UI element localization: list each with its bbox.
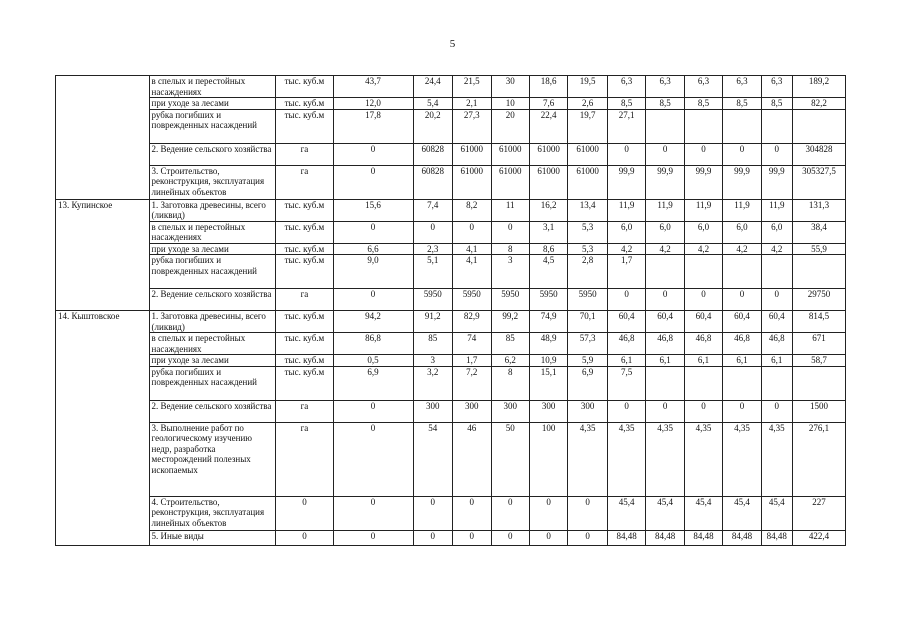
table-row bbox=[56, 98, 846, 110]
usage-type-cell: рубка погибших и поврежденных насаждений bbox=[149, 255, 276, 289]
value-cell: 10,9 bbox=[529, 355, 567, 367]
value-cell: 8,5 bbox=[607, 98, 645, 110]
value-cell: 19,5 bbox=[568, 76, 608, 98]
value-cell: 11,9 bbox=[723, 199, 761, 221]
value-cell: 60828 bbox=[413, 143, 453, 165]
table-row bbox=[56, 530, 846, 545]
value-cell: 61000 bbox=[453, 165, 491, 199]
value-cell: 10 bbox=[491, 98, 529, 110]
usage-type-cell: 2. Ведение сельского хозяйства bbox=[149, 289, 276, 311]
value-cell: 50 bbox=[491, 422, 529, 496]
value-cell: 5950 bbox=[529, 289, 567, 311]
value-cell: 0 bbox=[646, 400, 684, 422]
value-cell: 0 bbox=[723, 400, 761, 422]
total-cell: 814,5 bbox=[792, 311, 845, 333]
value-cell: 6,1 bbox=[723, 355, 761, 367]
value-cell: 0 bbox=[684, 143, 722, 165]
value-cell: 0 bbox=[453, 530, 491, 545]
usage-type-cell: в спелых и перестойных насаждениях bbox=[149, 333, 276, 355]
value-cell: 0 bbox=[333, 143, 413, 165]
value-cell: 0 bbox=[413, 530, 453, 545]
value-cell: 6,0 bbox=[723, 221, 761, 243]
value-cell: 0 bbox=[568, 496, 608, 530]
value-cell: 4,35 bbox=[646, 422, 684, 496]
usage-type-cell: при уходе за лесами bbox=[149, 355, 276, 367]
total-cell: 305327,5 bbox=[792, 165, 845, 199]
value-cell: 7,4 bbox=[413, 199, 453, 221]
value-cell: 74,9 bbox=[529, 311, 567, 333]
total-cell: 422,4 bbox=[792, 530, 845, 545]
value-cell: 0 bbox=[607, 143, 645, 165]
value-cell: 20,2 bbox=[413, 109, 453, 143]
value-cell: 5,4 bbox=[413, 98, 453, 110]
value-cell: 0 bbox=[333, 400, 413, 422]
value-cell: 0 bbox=[761, 143, 792, 165]
unit-cell: тыс. куб.м bbox=[276, 98, 333, 110]
value-cell: 60,4 bbox=[684, 311, 722, 333]
unit-cell: тыс. куб.м bbox=[276, 311, 333, 333]
table-row bbox=[56, 400, 846, 422]
value-cell: 99,9 bbox=[646, 165, 684, 199]
value-cell: 99,2 bbox=[491, 311, 529, 333]
table-row bbox=[56, 199, 846, 221]
value-cell: 61000 bbox=[568, 143, 608, 165]
value-cell: 2,6 bbox=[568, 98, 608, 110]
total-cell: 29750 bbox=[792, 289, 845, 311]
table-row bbox=[56, 355, 846, 367]
value-cell: 6,0 bbox=[684, 221, 722, 243]
total-cell: 227 bbox=[792, 496, 845, 530]
value-cell: 0 bbox=[413, 221, 453, 243]
value-cell: 99,9 bbox=[723, 165, 761, 199]
value-cell: 18,6 bbox=[529, 76, 567, 98]
value-cell: 8,5 bbox=[723, 98, 761, 110]
value-cell: 48,9 bbox=[529, 333, 567, 355]
value-cell: 8,2 bbox=[453, 199, 491, 221]
value-cell: 4,2 bbox=[761, 243, 792, 255]
value-cell: 27,3 bbox=[453, 109, 491, 143]
value-cell: 100 bbox=[529, 422, 567, 496]
usage-type-cell: в спелых и перестойных насаждениях bbox=[149, 221, 276, 243]
value-cell: 5950 bbox=[453, 289, 491, 311]
table-row bbox=[56, 289, 846, 311]
unit-cell: га bbox=[276, 143, 333, 165]
value-cell: 19,7 bbox=[568, 109, 608, 143]
value-cell bbox=[646, 109, 684, 143]
value-cell bbox=[761, 255, 792, 289]
table-row bbox=[56, 422, 846, 496]
usage-type-cell: рубка погибших и поврежденных насаждений bbox=[149, 109, 276, 143]
value-cell: 60,4 bbox=[607, 311, 645, 333]
value-cell bbox=[761, 366, 792, 400]
value-cell: 6,1 bbox=[761, 355, 792, 367]
value-cell: 8 bbox=[491, 243, 529, 255]
value-cell: 45,4 bbox=[761, 496, 792, 530]
value-cell: 8,5 bbox=[684, 98, 722, 110]
total-cell: 276,1 bbox=[792, 422, 845, 496]
total-cell bbox=[792, 255, 845, 289]
value-cell: 0 bbox=[491, 496, 529, 530]
page-number: 5 bbox=[449, 38, 456, 50]
value-cell: 0 bbox=[646, 143, 684, 165]
value-cell: 30 bbox=[491, 76, 529, 98]
value-cell: 6,1 bbox=[646, 355, 684, 367]
value-cell: 60828 bbox=[413, 165, 453, 199]
value-cell: 61000 bbox=[491, 143, 529, 165]
unit-cell: га bbox=[276, 422, 333, 496]
total-cell: 304828 bbox=[792, 143, 845, 165]
value-cell: 0 bbox=[333, 422, 413, 496]
value-cell: 4,35 bbox=[723, 422, 761, 496]
unit-cell: 0 bbox=[276, 496, 333, 530]
value-cell: 8,5 bbox=[646, 98, 684, 110]
usage-type-cell: при уходе за лесами bbox=[149, 243, 276, 255]
value-cell: 3 bbox=[491, 255, 529, 289]
usage-type-cell: 3. Строительство, реконструкция, эксплуатация линейных объектов bbox=[149, 165, 276, 199]
value-cell: 46,8 bbox=[646, 333, 684, 355]
value-cell: 4,2 bbox=[607, 243, 645, 255]
value-cell: 27,1 bbox=[607, 109, 645, 143]
value-cell: 61000 bbox=[491, 165, 529, 199]
value-cell: 300 bbox=[413, 400, 453, 422]
value-cell: 4,35 bbox=[684, 422, 722, 496]
value-cell: 5,9 bbox=[568, 355, 608, 367]
usage-type-cell: 5. Иные виды bbox=[149, 530, 276, 545]
value-cell: 6,9 bbox=[333, 366, 413, 400]
unit-cell: га bbox=[276, 289, 333, 311]
total-cell bbox=[792, 109, 845, 143]
total-cell: 55,9 bbox=[792, 243, 845, 255]
value-cell: 9,0 bbox=[333, 255, 413, 289]
value-cell: 3,2 bbox=[413, 366, 453, 400]
usage-type-cell: 4. Строительство, реконструкция, эксплуатация линейных объектов bbox=[149, 496, 276, 530]
value-cell: 46,8 bbox=[761, 333, 792, 355]
usage-type-cell: 3. Выполнение работ по геологическому изучению недр, разработка месторождений полезных ископаемых bbox=[149, 422, 276, 496]
value-cell bbox=[684, 366, 722, 400]
value-cell: 6,1 bbox=[684, 355, 722, 367]
value-cell: 8,6 bbox=[529, 243, 567, 255]
unit-cell: тыс. куб.м bbox=[276, 355, 333, 367]
forestry-name-cell bbox=[56, 76, 150, 200]
total-cell: 82,2 bbox=[792, 98, 845, 110]
usage-type-cell: в спелых и перестойных насаждениях bbox=[149, 76, 276, 98]
unit-cell: тыс. куб.м bbox=[276, 221, 333, 243]
value-cell: 45,4 bbox=[684, 496, 722, 530]
value-cell: 6,3 bbox=[646, 76, 684, 98]
value-cell: 0 bbox=[333, 496, 413, 530]
value-cell: 45,4 bbox=[723, 496, 761, 530]
unit-cell: тыс. куб.м bbox=[276, 333, 333, 355]
value-cell: 0 bbox=[333, 221, 413, 243]
value-cell: 0 bbox=[333, 289, 413, 311]
total-cell: 1500 bbox=[792, 400, 845, 422]
total-cell: 58,7 bbox=[792, 355, 845, 367]
value-cell: 4,35 bbox=[568, 422, 608, 496]
value-cell: 8 bbox=[491, 366, 529, 400]
data-table bbox=[55, 75, 846, 546]
value-cell: 12,0 bbox=[333, 98, 413, 110]
value-cell: 60,4 bbox=[646, 311, 684, 333]
value-cell bbox=[684, 255, 722, 289]
value-cell: 46,8 bbox=[684, 333, 722, 355]
value-cell: 61000 bbox=[568, 165, 608, 199]
value-cell: 15,1 bbox=[529, 366, 567, 400]
value-cell: 45,4 bbox=[607, 496, 645, 530]
value-cell: 0 bbox=[333, 530, 413, 545]
value-cell: 7,5 bbox=[607, 366, 645, 400]
value-cell: 85 bbox=[491, 333, 529, 355]
value-cell: 54 bbox=[413, 422, 453, 496]
value-cell: 45,4 bbox=[646, 496, 684, 530]
value-cell: 99,9 bbox=[607, 165, 645, 199]
value-cell: 4,2 bbox=[646, 243, 684, 255]
value-cell bbox=[684, 109, 722, 143]
value-cell bbox=[646, 366, 684, 400]
table-row bbox=[56, 243, 846, 255]
value-cell: 21,5 bbox=[453, 76, 491, 98]
unit-cell: га bbox=[276, 400, 333, 422]
usage-type-cell: 2. Ведение сельского хозяйства bbox=[149, 400, 276, 422]
value-cell: 0 bbox=[761, 400, 792, 422]
value-cell: 6,2 bbox=[491, 355, 529, 367]
value-cell: 6,9 bbox=[568, 366, 608, 400]
forestry-name-cell: 13. Купинское bbox=[56, 199, 150, 311]
value-cell: 4,35 bbox=[607, 422, 645, 496]
total-cell: 38,4 bbox=[792, 221, 845, 243]
table-row bbox=[56, 496, 846, 530]
value-cell: 0 bbox=[684, 289, 722, 311]
value-cell: 1,7 bbox=[453, 355, 491, 367]
value-cell: 84,48 bbox=[684, 530, 722, 545]
value-cell: 5,3 bbox=[568, 221, 608, 243]
value-cell: 61000 bbox=[529, 165, 567, 199]
value-cell: 0 bbox=[491, 221, 529, 243]
value-cell: 0 bbox=[646, 289, 684, 311]
table-row bbox=[56, 255, 846, 289]
value-cell: 6,0 bbox=[607, 221, 645, 243]
value-cell: 2,1 bbox=[453, 98, 491, 110]
value-cell: 0 bbox=[723, 289, 761, 311]
value-cell: 0 bbox=[529, 496, 567, 530]
unit-cell: тыс. куб.м bbox=[276, 76, 333, 98]
value-cell: 0 bbox=[453, 221, 491, 243]
table-row bbox=[56, 143, 846, 165]
unit-cell: га bbox=[276, 165, 333, 199]
value-cell: 0 bbox=[333, 165, 413, 199]
value-cell: 74 bbox=[453, 333, 491, 355]
table-row bbox=[56, 76, 846, 98]
table-row bbox=[56, 366, 846, 400]
table-row bbox=[56, 165, 846, 199]
value-cell: 60,4 bbox=[761, 311, 792, 333]
table-row bbox=[56, 221, 846, 243]
value-cell: 85 bbox=[413, 333, 453, 355]
value-cell: 5,1 bbox=[413, 255, 453, 289]
value-cell: 0 bbox=[723, 143, 761, 165]
value-cell bbox=[723, 109, 761, 143]
value-cell: 61000 bbox=[453, 143, 491, 165]
value-cell: 11,9 bbox=[607, 199, 645, 221]
value-cell: 4,35 bbox=[761, 422, 792, 496]
value-cell: 4,2 bbox=[684, 243, 722, 255]
value-cell: 6,3 bbox=[761, 76, 792, 98]
value-cell: 43,7 bbox=[333, 76, 413, 98]
value-cell: 6,6 bbox=[333, 243, 413, 255]
value-cell: 94,2 bbox=[333, 311, 413, 333]
usage-type-cell: 1. Заготовка древесины, всего (ликвид) bbox=[149, 199, 276, 221]
value-cell: 0 bbox=[684, 400, 722, 422]
value-cell: 8,5 bbox=[761, 98, 792, 110]
value-cell: 0 bbox=[607, 400, 645, 422]
value-cell: 3,1 bbox=[529, 221, 567, 243]
total-cell: 671 bbox=[792, 333, 845, 355]
value-cell: 6,3 bbox=[723, 76, 761, 98]
value-cell: 6,0 bbox=[646, 221, 684, 243]
value-cell: 5950 bbox=[491, 289, 529, 311]
total-cell: 131,3 bbox=[792, 199, 845, 221]
value-cell: 84,48 bbox=[761, 530, 792, 545]
value-cell: 16,2 bbox=[529, 199, 567, 221]
value-cell: 17,8 bbox=[333, 109, 413, 143]
value-cell: 99,9 bbox=[684, 165, 722, 199]
value-cell: 300 bbox=[491, 400, 529, 422]
value-cell: 46,8 bbox=[607, 333, 645, 355]
value-cell: 6,0 bbox=[761, 221, 792, 243]
value-cell: 2,3 bbox=[413, 243, 453, 255]
value-cell: 4,1 bbox=[453, 243, 491, 255]
value-cell: 5,3 bbox=[568, 243, 608, 255]
value-cell: 2,8 bbox=[568, 255, 608, 289]
value-cell bbox=[723, 255, 761, 289]
unit-cell: тыс. куб.м bbox=[276, 255, 333, 289]
table-row bbox=[56, 109, 846, 143]
value-cell: 300 bbox=[529, 400, 567, 422]
value-cell: 91,2 bbox=[413, 311, 453, 333]
value-cell: 22,4 bbox=[529, 109, 567, 143]
value-cell: 0 bbox=[529, 530, 567, 545]
value-cell: 84,48 bbox=[723, 530, 761, 545]
value-cell: 20 bbox=[491, 109, 529, 143]
value-cell: 4,5 bbox=[529, 255, 567, 289]
usage-type-cell: рубка погибших и поврежденных насаждений bbox=[149, 366, 276, 400]
value-cell: 5950 bbox=[413, 289, 453, 311]
table-row bbox=[56, 333, 846, 355]
value-cell: 84,48 bbox=[607, 530, 645, 545]
value-cell: 7,2 bbox=[453, 366, 491, 400]
value-cell: 46 bbox=[453, 422, 491, 496]
value-cell: 300 bbox=[453, 400, 491, 422]
usage-type-cell: при уходе за лесами bbox=[149, 98, 276, 110]
value-cell: 57,3 bbox=[568, 333, 608, 355]
value-cell: 0 bbox=[761, 289, 792, 311]
unit-cell: тыс. куб.м bbox=[276, 109, 333, 143]
unit-cell: тыс. куб.м bbox=[276, 366, 333, 400]
value-cell: 0 bbox=[413, 496, 453, 530]
value-cell: 15,6 bbox=[333, 199, 413, 221]
value-cell: 3 bbox=[413, 355, 453, 367]
value-cell: 7,6 bbox=[529, 98, 567, 110]
value-cell: 1,7 bbox=[607, 255, 645, 289]
unit-cell: тыс. куб.м bbox=[276, 199, 333, 221]
usage-type-cell: 2. Ведение сельского хозяйства bbox=[149, 143, 276, 165]
value-cell: 46,8 bbox=[723, 333, 761, 355]
usage-type-cell: 1. Заготовка древесины, всего (ликвид) bbox=[149, 311, 276, 333]
value-cell: 6,3 bbox=[607, 76, 645, 98]
value-cell: 86,8 bbox=[333, 333, 413, 355]
value-cell: 60,4 bbox=[723, 311, 761, 333]
value-cell: 6,1 bbox=[607, 355, 645, 367]
value-cell: 13,4 bbox=[568, 199, 608, 221]
value-cell: 0 bbox=[453, 496, 491, 530]
value-cell bbox=[761, 109, 792, 143]
value-cell: 4,1 bbox=[453, 255, 491, 289]
value-cell: 84,48 bbox=[646, 530, 684, 545]
value-cell: 0,5 bbox=[333, 355, 413, 367]
unit-cell: 0 bbox=[276, 530, 333, 545]
value-cell: 5950 bbox=[568, 289, 608, 311]
value-cell: 0 bbox=[491, 530, 529, 545]
value-cell: 0 bbox=[607, 289, 645, 311]
total-cell bbox=[792, 366, 845, 400]
value-cell: 11,9 bbox=[684, 199, 722, 221]
value-cell: 11 bbox=[491, 199, 529, 221]
value-cell: 300 bbox=[568, 400, 608, 422]
value-cell: 70,1 bbox=[568, 311, 608, 333]
value-cell: 6,3 bbox=[684, 76, 722, 98]
value-cell: 11,9 bbox=[761, 199, 792, 221]
value-cell: 11,9 bbox=[646, 199, 684, 221]
forestry-name-cell: 14. Кыштовское bbox=[56, 311, 150, 546]
value-cell: 61000 bbox=[529, 143, 567, 165]
value-cell: 4,2 bbox=[723, 243, 761, 255]
table-row bbox=[56, 311, 846, 333]
value-cell: 99,9 bbox=[761, 165, 792, 199]
value-cell bbox=[723, 366, 761, 400]
unit-cell: тыс. куб.м bbox=[276, 243, 333, 255]
value-cell: 0 bbox=[568, 530, 608, 545]
value-cell bbox=[646, 255, 684, 289]
value-cell: 24,4 bbox=[413, 76, 453, 98]
total-cell: 189,2 bbox=[792, 76, 845, 98]
value-cell: 82,9 bbox=[453, 311, 491, 333]
